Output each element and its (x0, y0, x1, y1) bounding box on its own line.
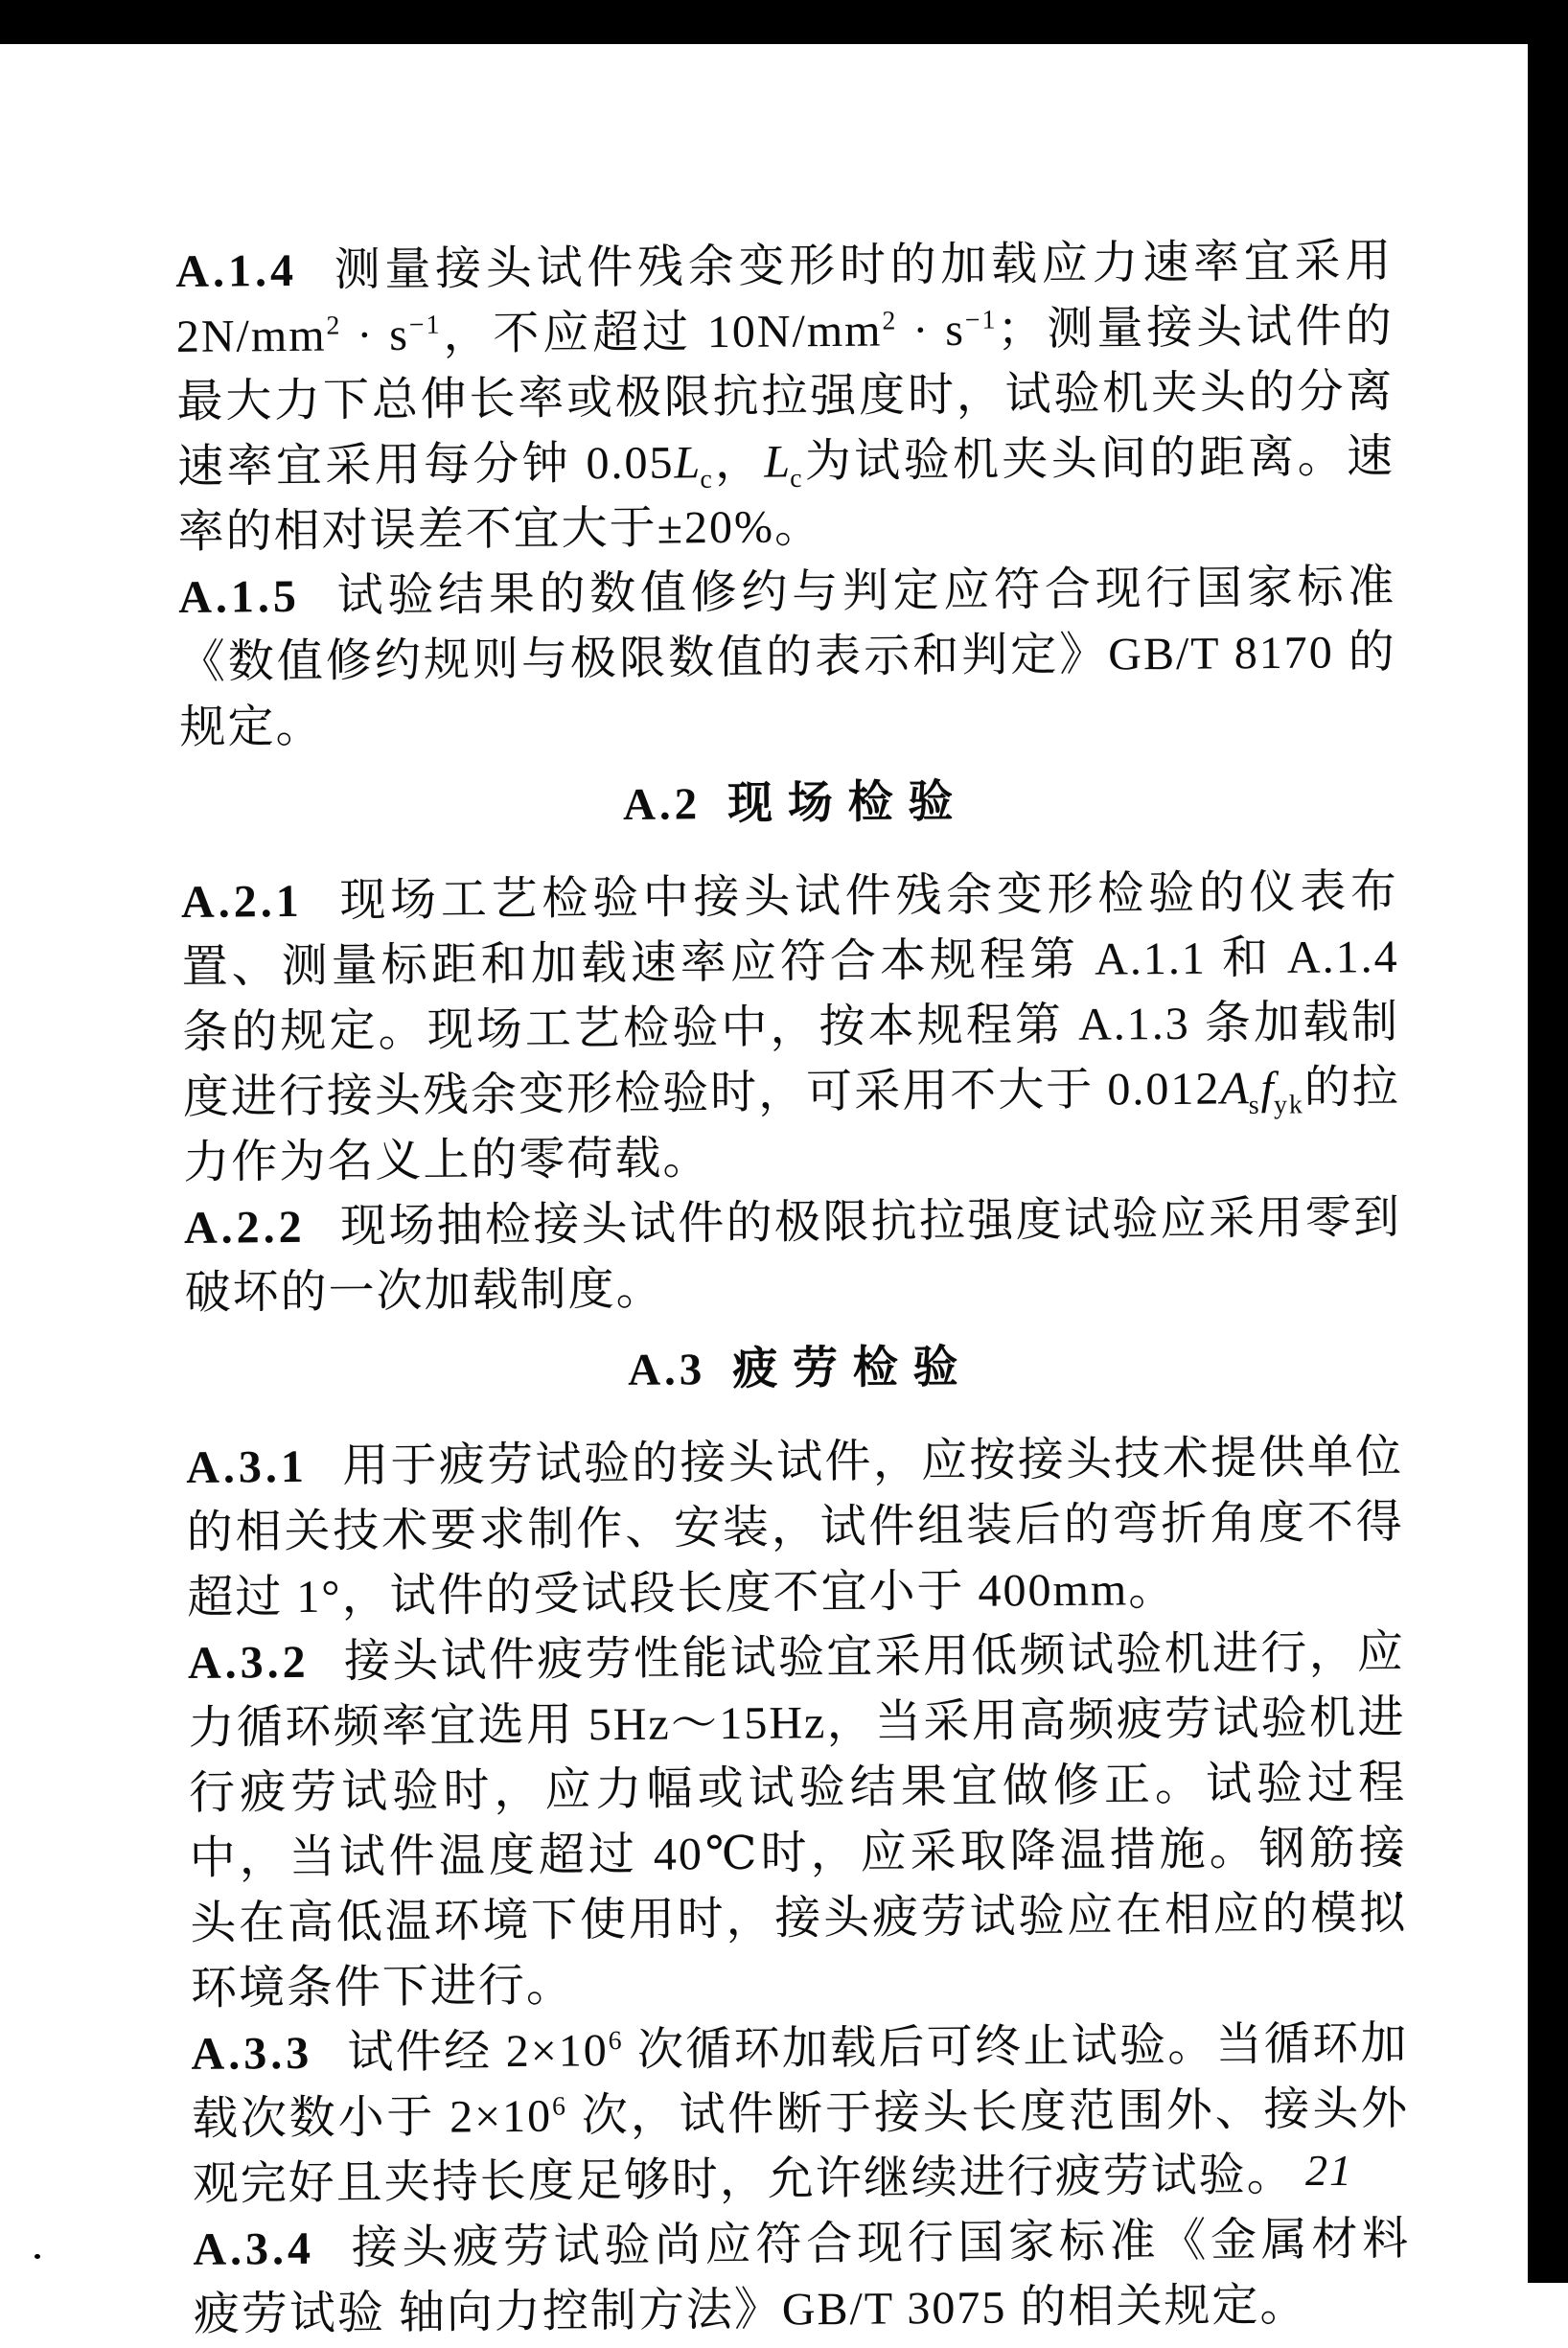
clause-text: 现场工艺检验中接头试件残余变形检验的仪表布置、测量标距和加载速率应符合本规程第 A.1.1 和 A.1.4 条的规定。现场工艺检验中，按本规程第 A.1.3 条加载制度进行接头残余变形检验时，可采用不大于 0.012 (181, 865, 1400, 1123)
clause-text: 为试验机夹头间的距离。速率的相对误差不宜大于±20%。 (177, 430, 1395, 558)
clause-number: A.3.3 (191, 2027, 313, 2080)
clause-text: 接头疲劳试验尚应符合现行国家标准《金属材料 疲劳试验 轴向力控制方法》GB/T 3075 的相关规定。 (193, 2213, 1411, 2340)
clause-a-3-2 (188, 1621, 1409, 2022)
clause-number: A.1.5 (178, 570, 301, 623)
section-heading-a3 (185, 1331, 1403, 1407)
clause-number: A.2.1 (180, 875, 303, 928)
superscript: −1 (964, 305, 998, 335)
clause-number: A.3.1 (185, 1440, 309, 1493)
clause-text: 的拉力作为名义上的零荷载。 (183, 1061, 1400, 1188)
superscript: −1 (408, 310, 442, 340)
clause-text: 次，试件断于接头长度范围外、接头外观完好且夹持长度足够时，允许继续进行疲劳试验。 (192, 2083, 1410, 2210)
clause-text: 现场抽检接头试件的极限抗拉强度试验应采用零到破坏的一次加载制度。 (184, 1191, 1402, 1319)
subscript: c (700, 464, 714, 495)
clause-text: ，不应超过 10N/mm (441, 305, 883, 360)
subscript: yk (1273, 1090, 1304, 1120)
clause-number: A.1.4 (175, 244, 298, 297)
clause-a-2-1 (181, 860, 1401, 1196)
subscript: s (1248, 1090, 1261, 1120)
clause-number: A.3.4 (193, 2222, 315, 2275)
section-title: 现 场 检 验 (726, 776, 956, 829)
clause-text: ；测量接头试件的最大力下总伸长率或极限抗拉强度时，试验机夹头的分离速率宜采用每分钟 0.05 (176, 300, 1395, 493)
superscript: 2 (882, 306, 898, 336)
section-heading-a2 (180, 766, 1398, 841)
clause-a-1-4 (175, 229, 1395, 565)
scan-speck (35, 2254, 40, 2259)
scan-artifact-right-bar (1528, 0, 1568, 2283)
superscript: 2 (326, 311, 342, 341)
clause-text: ， (713, 436, 765, 489)
clause-text: 用于疲劳试验的接头试件，应按接头技术提供单位的相关技术要求制作、安装，试件组装后的弯折角度不得超过 1°，试件的受试段长度不宜小于 400mm。 (186, 1431, 1404, 1623)
variable: L (674, 437, 701, 489)
scan-artifact-top-bar (0, 0, 1568, 44)
clause-text: 试件经 2×10 (346, 2025, 609, 2079)
section-number: A.2 (622, 779, 702, 830)
clause-a-3-4 (193, 2207, 1411, 2348)
section-title: 疲 劳 检 验 (732, 1342, 960, 1394)
clause-text: 试验结果的数值修约与判定应符合现行国家标准《数值修约规则与极限数值的表示和判定》GB/T 8170 的规定。 (178, 561, 1397, 753)
clause-a-3-3 (191, 2012, 1410, 2218)
page-content (175, 229, 1411, 2348)
clause-number: A.3.2 (187, 1636, 310, 1689)
clause-a-1-5 (178, 555, 1397, 761)
clause-text: 次循环加载后可终止试验。当循环加载次数小于 2×10 (191, 2017, 1409, 2145)
clause-number: A.2.2 (183, 1201, 306, 1254)
page-number: 21 (1305, 2146, 1353, 2195)
section-number: A.3 (627, 1345, 706, 1395)
clause-text: 接头试件疲劳性能试验宜采用低频试验机进行，应力循环频率宜选用 5Hz～15Hz，当采用高频疲劳试验机进行疲劳试验时，应力幅或试验结果宜做修正。试验过程中，当试件温度超过 40℃时，应采取降温措施。钢筋接头在高低温环境下使用时，接头疲劳试验应在相应的模拟环境条件下进行。 (188, 1626, 1408, 2014)
subscript: c (790, 463, 804, 495)
variable: f (1260, 1063, 1275, 1115)
clause-text: 测量接头试件残余变形时的加载应力速率宜采用 2N/mm (175, 235, 1394, 362)
superscript: 6 (551, 2091, 568, 2122)
clause-a-3-1 (186, 1425, 1405, 1631)
clause-a-2-2 (184, 1186, 1402, 1326)
superscript: 6 (608, 2025, 624, 2057)
variable: A (1220, 1063, 1249, 1115)
clause-text: · s (341, 309, 410, 361)
clause-text: · s (897, 304, 966, 357)
variable: L (764, 436, 791, 488)
